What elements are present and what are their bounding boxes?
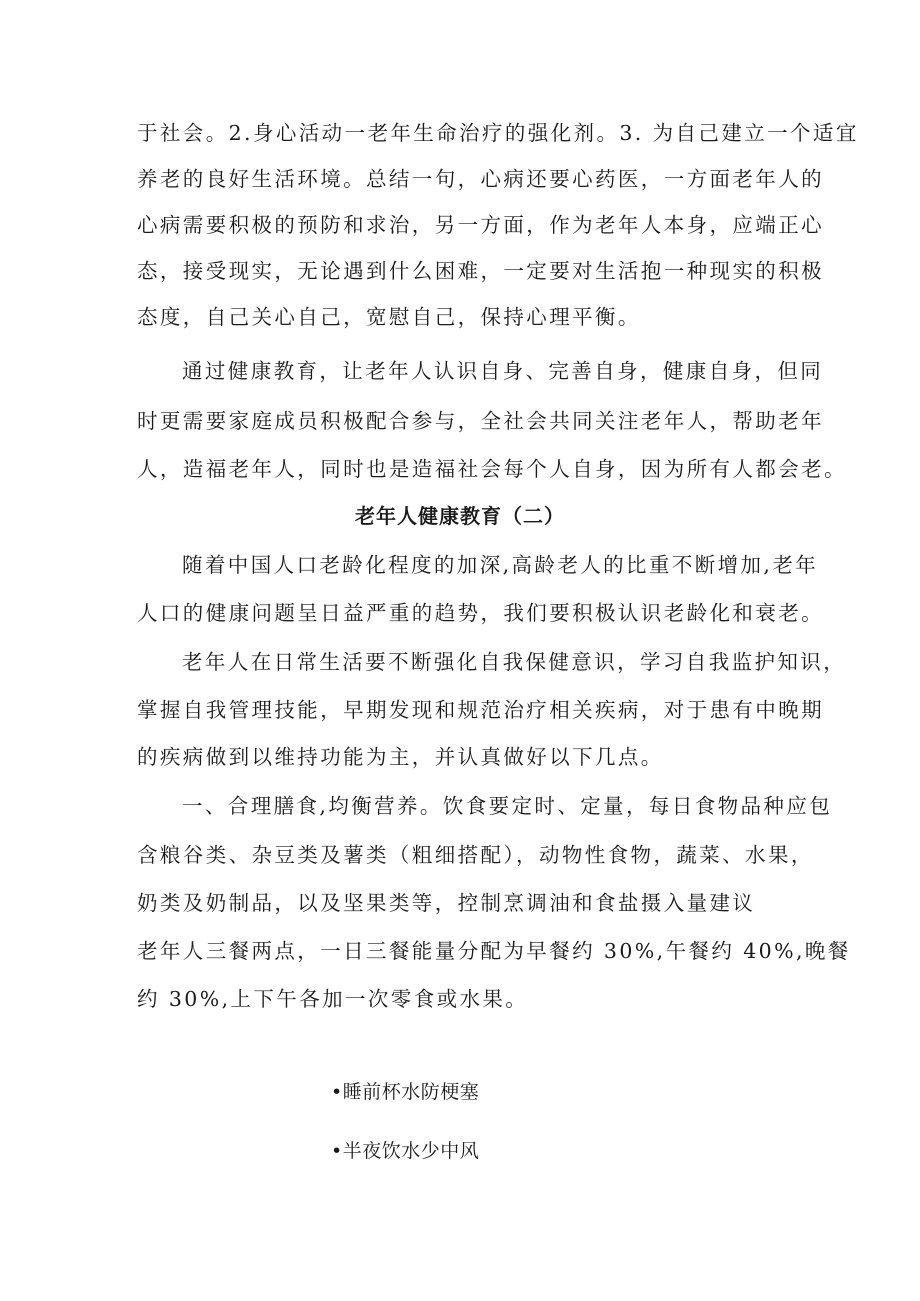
paragraph-2-line-2: 时更需要家庭成员积极配合参与，全社会共同关注老年人，帮助老年 xyxy=(137,409,824,433)
paragraph-6-line-1: 老年人三餐两点，一日三餐能量分配为早餐约 30%,午餐约 40%,晚餐 xyxy=(137,939,851,963)
paragraph-5-line-1: 一、合理膳食,均衡营养。饮食要定时、定量，每日食物品种应包 xyxy=(182,794,833,818)
paragraph-4-line-1: 老年人在日常生活要不断强化自我保健意识，学习自我监护知识， xyxy=(182,650,847,674)
paragraph-3-line-2: 人口的健康问题呈日益严重的趋势，我们要积极认识老龄化和衰老。 xyxy=(137,601,824,625)
bullet-item-1: •睡前杯水防梗塞 xyxy=(331,1081,480,1103)
paragraph-2-line-1: 通过健康教育，让老年人认识自身、完善自身，健康自身，但同 xyxy=(182,359,824,383)
paragraph-6-line-2: 约 30%,上下午各加一次零食或水果。 xyxy=(137,987,529,1011)
paragraph-1-line-2: 养老的良好生活环境。总结一句，心病还要心药医，一方面老年人的 xyxy=(137,167,824,191)
paragraph-1-line-5: 态度，自己关心自己，宽慰自己，保持心理平衡。 xyxy=(137,305,641,329)
paragraph-3-line-1: 随着中国人口老龄化程度的加深,高龄老人的比重不断增加,老年 xyxy=(182,553,819,577)
paragraph-2-line-3: 人，造福老年人，同时也是造福社会每个人自身，因为所有人都会老。 xyxy=(137,457,847,481)
paragraph-5-line-2: 含粮谷类、杂豆类及薯类（粗细搭配），动物性食物，蔬菜、水果， xyxy=(137,843,814,867)
paragraph-1-line-4: 态，接受现实，无论遇到什么困难，一定要对生活抱一种现实的积极 xyxy=(137,259,824,283)
paragraph-4-line-3: 的疾病做到以维持功能为主，并认真做好以下几点。 xyxy=(137,745,664,769)
bullet-item-2: •半夜饮水少中风 xyxy=(331,1140,480,1162)
paragraph-1-line-1: 于社会。2.身心活动一老年生命治疗的强化剂。3. 为自己建立一个适宜 xyxy=(137,121,859,145)
paragraph-5-line-3: 奶类及奶制品，以及坚果类等，控制烹调油和食盐摄入量建议 xyxy=(137,891,756,915)
paragraph-4-line-2: 掌握自我管理技能，早期发现和规范治疗相关疾病，对于患有中晚期 xyxy=(137,698,824,722)
paragraph-1-line-3: 心病需要积极的预防和求治，另一方面，作为老年人本身，应端正心 xyxy=(137,213,824,237)
section-title: 老年人健康教育（二） xyxy=(355,504,565,528)
